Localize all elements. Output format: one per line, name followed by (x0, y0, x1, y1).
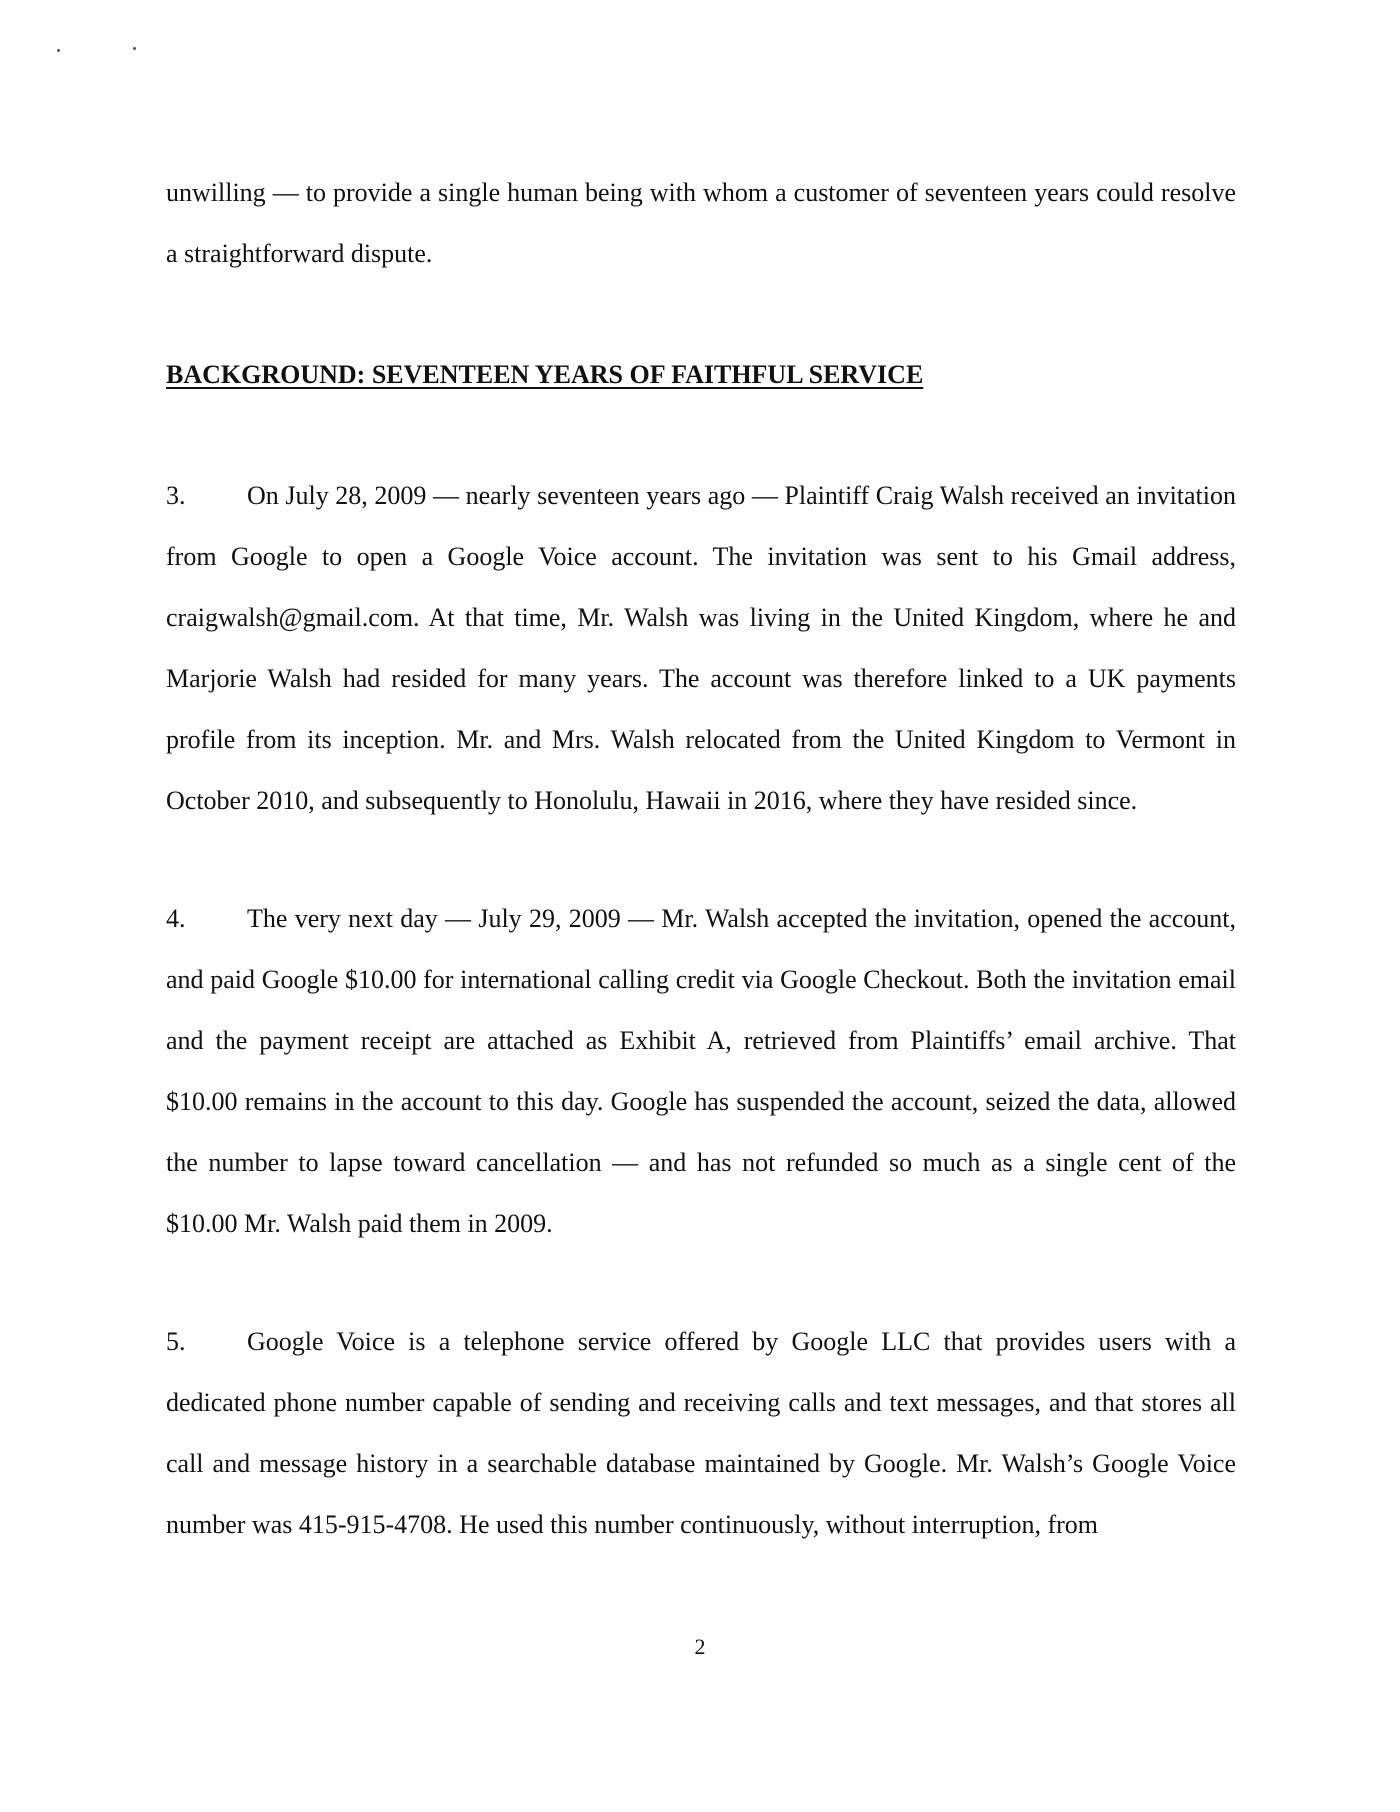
paragraph-text: Google Voice is a telephone service offered by Google LLC that provides users with a dedicated phone number capable of sending and receiving calls and text messages, and that stores all call and message history in a searchable database maintained by Google. Mr. Walsh’s Google Voice number was 415-915-4708. He used this number continuously, without interruption, from (166, 1327, 1236, 1539)
paragraph-text: On July 28, 2009 — nearly seventeen years ago — Plaintiff Craig Walsh received an invitation from Google to open a Google Voice account. The invitation was sent to his Gmail address, craigwalsh@gmail.com. At that time, Mr. Walsh was living in the United Kingdom, where he and Marjorie Walsh had resided for many years. The account was therefore linked to a UK payments profile from its inception. Mr. and Mrs. Walsh relocated from the United Kingdom to Vermont in October 2010, and subsequently to Honolulu, Hawaii in 2016, where they have resided since. (166, 481, 1236, 815)
paragraph-3 (166, 465, 1236, 831)
paragraph-4 (166, 888, 1236, 1254)
section-heading: BACKGROUND: SEVENTEEN YEARS OF FAITHFUL SERVICE (166, 360, 924, 389)
paragraph-text: The very next day — July 29, 2009 — Mr. Walsh accepted the invitation, opened the account, and paid Google $10.00 for international calling credit via Google Checkout. Both the invitation email and the payment receipt are attached as Exhibit A, retrieved from Plaintiffs’ email archive. That $10.00 remains in the account to this day. Google has suspended the account, seized the data, allowed the number to lapse toward cancellation — and has not refunded so much as a single cent of the $10.00 Mr. Walsh paid them in 2009. (166, 904, 1236, 1238)
paragraph-5 (166, 1311, 1236, 1555)
page-number: 2 (694, 1634, 706, 1659)
paragraph-number: 4. (166, 904, 186, 933)
opening-text: unwilling — to provide a single human being with whom a customer of seventeen years could resolve a straightforward dispute. (166, 178, 1236, 268)
paragraph-number: 5. (166, 1327, 186, 1356)
scan-speck (133, 47, 136, 50)
document-body (166, 162, 1236, 1555)
scan-speck (57, 49, 60, 52)
paragraph-number: 3. (166, 481, 186, 510)
